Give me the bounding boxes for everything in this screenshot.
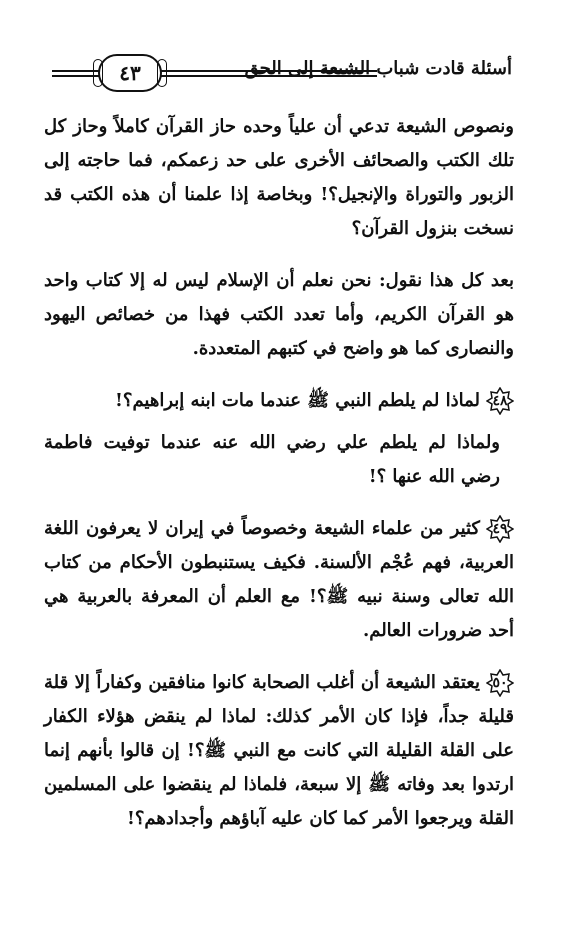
question-text: يعتقد الشيعة أن أغلب الصحابة كانوا منافقين وكفاراً إلا قلة قليلة جداً، فإذا كان الأمر كذلك: لماذا لم ينقض هؤلاء الكفار على القلة القليلة التي كانت مع النبي ﷺ؟! إن قالوا بأنهم إنما ارتدوا بعد وفاته ﷺ إلا سبعة، فلماذا لم ينقضوا على المسلمين القلة ويرجعوا الأمر كما كان عليه آباؤهم وأجدادهم؟! <box>44 672 514 829</box>
page-header <box>52 50 512 94</box>
question-text: كثير من علماء الشيعة وخصوصاً في إيران لا يعرفون اللغة العربية، فهم عُجْم الألسنة. فكيف يستنبطون الأحكام من كتاب الله تعالى وسنة نبيه ﷺ؟! مع العلم أن المعرفة بالعربية هي أحد ضرورات العالم. <box>44 518 514 641</box>
paragraph: بعد كل هذا نقول: نحن نعلم أن الإسلام ليس له إلا كتاب واحد هو القرآن الكريم، وأما تعدد الكتب فهذا من خصائص اليهود والنصارى كما هو واضح في كتبهم المتعددة. <box>44 270 514 359</box>
question-49 <box>44 512 514 648</box>
question-number-badge: ٤٩ <box>486 515 514 543</box>
running-title: أسئلة قادت شباب الشيعة إلى الحق <box>244 58 512 79</box>
question-48 <box>44 384 514 418</box>
question-50 <box>44 666 514 836</box>
page-number: ٤٣ <box>98 54 162 92</box>
question-followup: ولماذا لم يلطم علي رضي الله عنه عندما توفيت فاطمة رضي الله عنها ؟! <box>44 432 500 487</box>
question-number-badge: ٤٨ <box>486 387 514 415</box>
page-body <box>44 110 514 836</box>
question-number-badge: ٥٠ <box>486 669 514 697</box>
paragraph: ونصوص الشيعة تدعي أن علياً وحده حاز القرآن كاملاً وحاز كل تلك الكتب والصحائف الأخرى على حد زعمكم، فما حاجته إلى الزبور والتوراة والإنجيل؟! وبخاصة إذا علمنا أن هذه الكتب قد نسخت بنزول القرآن؟ <box>44 116 514 239</box>
question-text: لماذا لم يلطم النبي ﷺ عندما مات ابنه إبراهيم؟! <box>114 390 480 411</box>
